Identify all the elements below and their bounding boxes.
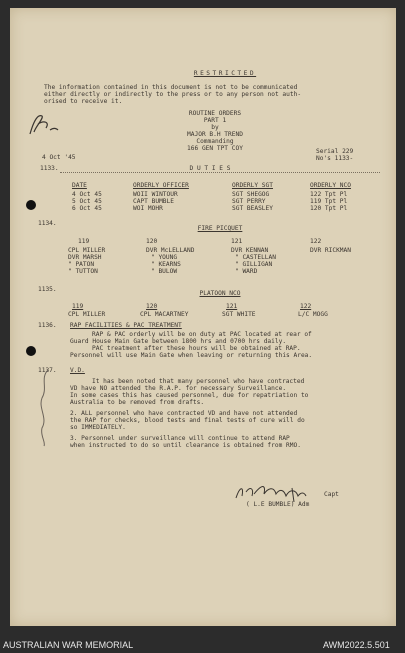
duties-row-3-date: 6 Oct 45 (72, 205, 102, 212)
picquet-pl-121: 121 (231, 238, 243, 245)
platoon-nco-number: 1135. (38, 286, 57, 293)
rap-number: 1136. (38, 322, 57, 329)
picquet-122-line-1: DVR RICKMAN (310, 247, 351, 254)
punch-hole-bottom (26, 346, 36, 356)
picquet-pl-122: 122 (310, 238, 322, 245)
notice-line-2: either directly or indirectly to the press or to any person not auth- (44, 91, 302, 98)
vd-line-2: VD have NO attended the R.A.P. for necessary Surveillance. (70, 385, 287, 392)
punch-hole-top (26, 200, 36, 210)
rap-line-2: Guard House Main Gate between 1800 hrs and 0700 hrs daily. (70, 338, 287, 345)
nco-pl-121: 121 (226, 303, 238, 310)
nco-121-name: SGT WHITE (222, 311, 256, 318)
order-date: 4 Oct '45 (42, 154, 76, 161)
picquet-119-line-2: DVR MARSH (68, 254, 102, 261)
orders-unit: 166 GEN TPT COY (187, 145, 243, 152)
duties-row-2-date: 5 Oct 45 (72, 198, 102, 205)
duties-row-3-sgt: SGT BEASLEY (232, 205, 273, 212)
picquet-121-line-1: DVR KENNAN (231, 247, 269, 254)
picquet-pl-120: 120 (146, 238, 158, 245)
picquet-120-line-3: " KEARNS (151, 261, 181, 268)
rap-line-4: Personnel will use Main Gate when leaving or returning this Area. (70, 352, 313, 359)
rap-line-3: PAC treatment after these hours will be obtained at RAP. (92, 345, 301, 352)
orders-title: ROUTINE ORDERS (188, 110, 242, 117)
platoon-nco-title: PLATOON NCO (199, 290, 241, 297)
picquet-119-line-4: " TUTTON (68, 268, 98, 275)
duties-row-2-officer: CAPT BUMBLE (133, 198, 174, 205)
duties-row-1-nco: 122 Tpt Pl (310, 191, 348, 198)
picquet-121-line-2: " CASTELLAN (235, 254, 276, 261)
picquet-119-line-1: CPL MILLER (68, 247, 106, 254)
notice-line-3: orised to receive it. (44, 98, 123, 105)
duties-title: D U T I E S (189, 165, 231, 172)
vd-line-4: Australia to be removed from drafts. (70, 399, 205, 406)
picquet-120-line-2: " YOUNG (151, 254, 178, 261)
picquet-121-line-3: " GILLIGAN (235, 261, 273, 268)
margin-bracket-mark (38, 368, 52, 448)
picquet-121-line-4: " WARD (235, 268, 258, 275)
duties-row-1-officer: WOII WINTOUR (133, 191, 178, 198)
nco-119-name: CPL MILLER (68, 311, 106, 318)
signature-name: ( L.E BUMBLE) Adm (246, 501, 310, 508)
archive-footer (0, 637, 405, 653)
duties-number: 1133. (40, 165, 59, 172)
vd-line-7: so IMMEDIATELY. (70, 424, 126, 431)
vd-number: 1137. (38, 367, 57, 374)
notice-line-1: The information contained in this document is not to be communicated (44, 84, 298, 91)
dotted-rule (60, 172, 380, 173)
order-numbers: No's 1133- (316, 155, 354, 162)
vd-line-1: It has been noted that many personnel who have contracted (92, 378, 305, 385)
duties-row-3-officer: WOI MOHR (133, 205, 163, 212)
nco-122-name: L/C MOGG (298, 311, 328, 318)
orders-by: by (211, 124, 219, 131)
handwritten-initials (24, 110, 64, 140)
picquet-120-line-1: DVR McLELLAND (146, 247, 195, 254)
nco-120-name: CPL MACARTNEY (140, 311, 189, 318)
nco-pl-119: 119 (72, 303, 84, 310)
vd-line-8: 3. Personnel under surveillance will continue to attend RAP (70, 435, 290, 442)
nco-pl-122: 122 (300, 303, 312, 310)
vd-line-6: the RAP for checks, blood tests and final tests of cure will do (70, 417, 305, 424)
vd-title: V.D. (70, 367, 85, 374)
footer-accession-number: AWM2022.5.501 (323, 640, 390, 650)
rap-title: RAP FACILITIES & PAC TREATMENT (70, 322, 182, 329)
picquet-120-line-4: " BULOW (151, 268, 178, 275)
footer-source: AUSTRALIAN WAR MEMORIAL (3, 640, 134, 650)
duties-row-2-nco: 119 Tpt Pl (310, 198, 348, 205)
orders-officer: MAJOR B.H TREND (187, 131, 243, 138)
fire-picquet-title: FIRE PICQUET (197, 225, 243, 232)
picquet-pl-119: 119 (78, 238, 90, 245)
duties-row-3-nco: 120 Tpt Pl (310, 205, 348, 212)
duties-row-1-date: 4 Oct 45 (72, 191, 102, 198)
serial-number: Serial 229 (316, 148, 354, 155)
picquet-119-line-3: " PATON (68, 261, 95, 268)
duties-header-officer: ORDERLY OFFICER (133, 182, 189, 189)
duties-header-sgt: ORDERLY SGT (232, 182, 273, 189)
vd-line-9: when instructed to do so until clearance is obtained from RMO. (70, 442, 301, 449)
nco-pl-120: 120 (146, 303, 158, 310)
duties-header-nco: ORDERLY NCO (310, 182, 351, 189)
duties-header-date: DATE (72, 182, 87, 189)
orders-commanding: Commanding (196, 138, 234, 145)
classification-heading: RESTRICTED (193, 70, 257, 77)
vd-line-5: 2. ALL personnel who have contracted VD and have not attended (70, 410, 298, 417)
vd-line-3: In some cases this has caused personnel, due for repatriation to (70, 392, 309, 399)
orders-part: PART 1 (203, 117, 227, 124)
duties-row-2-sgt: SGT PERRY (232, 198, 266, 205)
signature-rank: Capt (324, 491, 339, 498)
fire-picquet-number: 1134. (38, 220, 57, 227)
duties-row-1-sgt: SGT SHEGOG (232, 191, 270, 198)
rap-line-1: RAP & PAC orderly will be on duty at PAC located at rear of (92, 331, 312, 338)
